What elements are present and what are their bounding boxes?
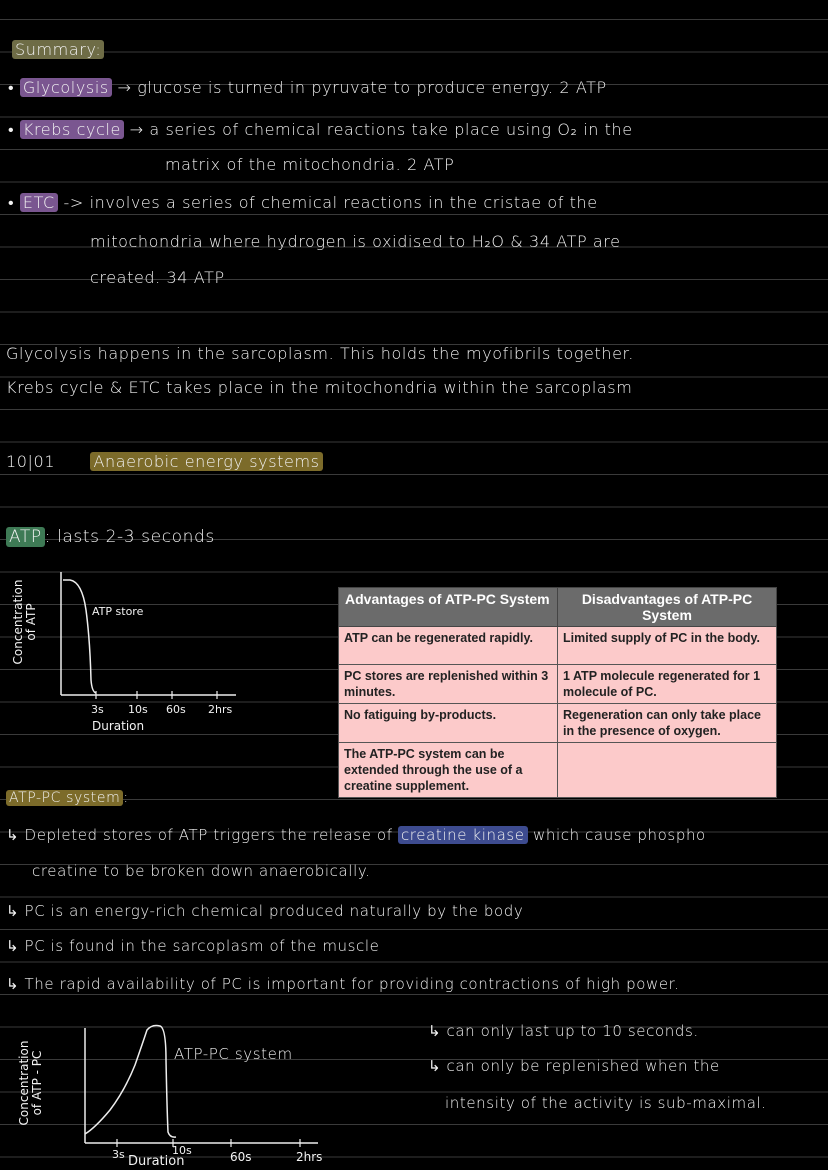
chart1-tick-60s: 60s <box>166 703 186 716</box>
table-header-disadvantages: Disadvantages of ATP-PC System <box>558 588 777 627</box>
summary-item-etc: • ETC -> involves a series of chemical reactions in the cristae of the <box>8 193 598 212</box>
chart1-tick-2hrs: 2hrs <box>208 703 233 716</box>
table-row: No fatiguing by-products. Regeneration can only take place in the presence of oxygen. <box>339 704 777 743</box>
chart1-x-label: Duration <box>92 719 145 733</box>
section-title: Anaerobic energy systems <box>90 452 322 471</box>
term-glycolysis: Glycolysis <box>20 78 112 97</box>
atp-pc-bullet-1: ↳ Depleted stores of ATP triggers the release of creatine kinase which cause phospho <box>6 826 706 844</box>
chart2-plot <box>0 1020 400 1170</box>
summary-item-krebs: • Krebs cycle → a series of chemical reactions take place using O₂ in the <box>8 120 633 139</box>
side-note-1: ↳ can only last up to 10 seconds. <box>428 1022 699 1040</box>
atp-pc-bullet-3: ↳ PC is found in the sarcoplasm of the muscle <box>6 937 380 955</box>
chart2-tick-60s: 60s <box>230 1150 252 1164</box>
note-glycolysis-location: Glycolysis happens in the sarcoplasm. This holds the myofibrils together. <box>6 344 634 363</box>
summary-heading: Summary: <box>12 40 104 59</box>
table-row: ATP can be regenerated rapidly. Limited supply of PC in the body. <box>339 627 777 665</box>
atp-label: ATP <box>6 527 45 547</box>
creatine-kinase-highlight: creatine kinase <box>398 826 528 844</box>
chart2-tick-2hrs: 2hrs <box>296 1150 323 1164</box>
atp-pc-bullet-2: ↳ PC is an energy-rich chemical produced naturally by the body <box>6 902 524 920</box>
atp-store-chart <box>0 560 260 740</box>
table-row: The ATP-PC system can be extended through the use of a creatine supplement. <box>339 743 777 798</box>
chart1-y-label: Concentration of ATP <box>11 579 38 665</box>
side-note-2-cont: intensity of the activity is sub-maximal. <box>445 1094 767 1112</box>
term-etc: ETC <box>20 193 58 212</box>
section-heading <box>6 452 323 471</box>
summary-item-etc-cont2: created. 34 ATP <box>90 268 225 287</box>
summary-item-krebs-cont: matrix of the mitochondria. 2 ATP <box>165 155 455 174</box>
section-date: 10|01 <box>6 452 56 471</box>
note-krebs-location: Krebs cycle & ETC takes place in the mitochondria within the sarcoplasm <box>6 378 633 397</box>
side-note-2: ↳ can only be replenished when the <box>428 1057 720 1075</box>
table-row: PC stores are replenished within 3 minutes. 1 ATP molecule regenerated for 1 molecule of PC. <box>339 665 777 704</box>
atp-pc-bullet-1-cont: creatine to be broken down anaerobically. <box>32 862 371 880</box>
chart2-y-label: Concentration of ATP - PC <box>17 1040 44 1126</box>
chart2-annotation: ATP-PC system <box>174 1045 293 1063</box>
atp-duration-note: ATP : lasts 2-3 seconds <box>6 527 215 547</box>
chart2-tick-3s: 3s <box>112 1148 125 1161</box>
chart2-tick-10s: 10s <box>172 1144 192 1157</box>
chart1-tick-10s: 10s <box>128 703 148 716</box>
table-header-advantages: Advantages of ATP-PC System <box>339 588 558 627</box>
chart1-tick-3s: 3s <box>91 703 104 716</box>
term-krebs-cycle: Krebs cycle <box>20 120 124 139</box>
summary-item-glycolysis: • Glycolysis → glucose is turned in pyruvate to produce energy. 2 ATP <box>8 78 607 97</box>
atp-pc-comparison-table <box>338 587 777 798</box>
atp-pc-bullet-4: ↳ The rapid availability of PC is important for providing contractions of high power. <box>6 975 680 993</box>
chart1-annotation: ATP store <box>92 605 144 618</box>
atp-pc-chart <box>0 1020 400 1170</box>
summary-item-etc-cont: mitochondria where hydrogen is oxidised to H₂O & 34 ATP are <box>90 232 621 251</box>
chart2-x-label: Duration <box>128 1154 185 1169</box>
atp-pc-heading: ATP-PC system : <box>6 790 129 806</box>
